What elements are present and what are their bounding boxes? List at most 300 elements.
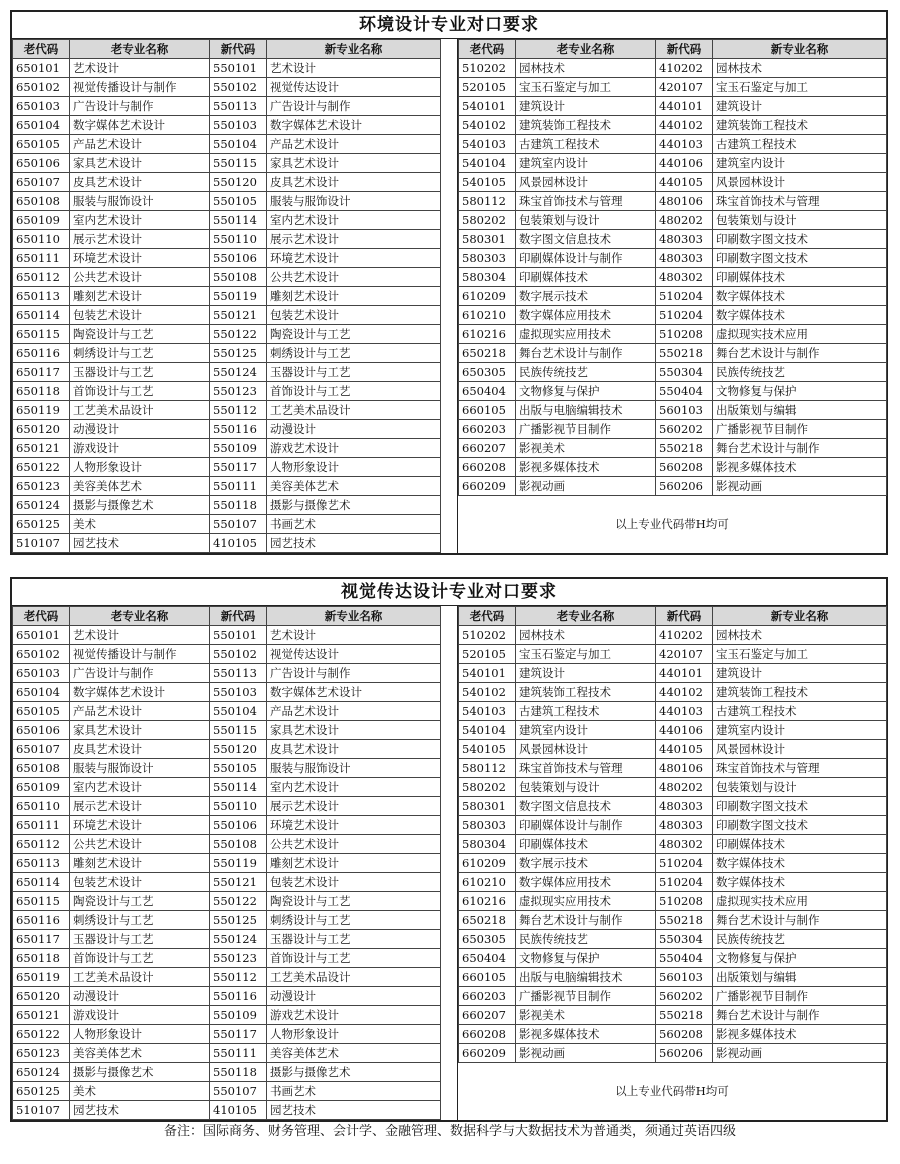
new-code-cell: 560206: [656, 1044, 713, 1063]
code-note: 以上专业代码带H均可: [615, 1084, 729, 1098]
new-name-cell: 游戏艺术设计: [267, 1006, 441, 1025]
new-code-cell: 550101: [210, 626, 267, 645]
old-code-cell: 650113: [13, 854, 70, 873]
old-name-cell: 雕刻艺术设计: [70, 854, 210, 873]
old-code-cell: 650125: [13, 1082, 70, 1101]
new-name-cell: 影视多媒体技术: [713, 458, 887, 477]
table-row: [13, 911, 441, 930]
old-code-cell: 650114: [13, 873, 70, 892]
new-name-cell: 古建筑工程技术: [713, 702, 887, 721]
new-name-cell: 艺术设计: [267, 626, 441, 645]
old-code-cell: 650101: [13, 626, 70, 645]
old-name-cell: 广告设计与制作: [70, 97, 210, 116]
new-code-cell: 550218: [656, 439, 713, 458]
new-code-cell: 510204: [656, 287, 713, 306]
old-name-cell: 产品艺术设计: [70, 702, 210, 721]
table-row: [459, 683, 887, 702]
old-name-cell: 珠宝首饰技术与管理: [516, 192, 656, 211]
old-name-cell: 建筑装饰工程技术: [516, 116, 656, 135]
column-divider: [440, 606, 458, 1120]
old-code-cell: 650122: [13, 458, 70, 477]
new-code-cell: 550112: [210, 968, 267, 987]
table-row: [459, 645, 887, 664]
old-code-cell: 650119: [13, 968, 70, 987]
new-name-cell: 影视多媒体技术: [713, 1025, 887, 1044]
new-name-cell: 展示艺术设计: [267, 230, 441, 249]
header-old-name: 老专业名称: [516, 607, 656, 626]
new-code-cell: 410105: [210, 534, 267, 553]
table-row: [13, 645, 441, 664]
old-name-cell: 视觉传播设计与制作: [70, 78, 210, 97]
new-name-cell: 摄影与摄像艺术: [267, 496, 441, 515]
table-row: [13, 797, 441, 816]
new-name-cell: 园林技术: [713, 59, 887, 78]
old-name-cell: 首饰设计与工艺: [70, 949, 210, 968]
table-row: [13, 702, 441, 721]
new-code-cell: 440106: [656, 154, 713, 173]
old-name-cell: 家具艺术设计: [70, 721, 210, 740]
old-name-cell: 游戏设计: [70, 1006, 210, 1025]
new-name-cell: 雕刻艺术设计: [267, 854, 441, 873]
old-name-cell: 美术: [70, 1082, 210, 1101]
table-row: [459, 306, 887, 325]
table-row: [459, 854, 887, 873]
new-name-cell: 虚拟现实技术应用: [713, 892, 887, 911]
old-code-cell: 610209: [459, 287, 516, 306]
header-old-code: 老代码: [459, 40, 516, 59]
table-row: [459, 59, 887, 78]
section-visual-design: [10, 577, 888, 1122]
new-name-cell: 产品艺术设计: [267, 135, 441, 154]
old-code-cell: 660203: [459, 987, 516, 1006]
old-code-cell: 520105: [459, 645, 516, 664]
old-code-cell: 650118: [13, 382, 70, 401]
header-old-code: 老代码: [13, 607, 70, 626]
old-name-cell: 印刷媒体设计与制作: [516, 249, 656, 268]
old-name-cell: 包装策划与设计: [516, 778, 656, 797]
table-row: [13, 192, 441, 211]
old-name-cell: 游戏设计: [70, 439, 210, 458]
old-name-cell: 园林技术: [516, 59, 656, 78]
old-code-cell: 650102: [13, 645, 70, 664]
old-name-cell: 文物修复与保护: [516, 382, 656, 401]
table-row: [13, 154, 441, 173]
old-name-cell: 数字图文信息技术: [516, 797, 656, 816]
table-row: [13, 477, 441, 496]
table-row: [459, 816, 887, 835]
new-code-cell: 550110: [210, 797, 267, 816]
new-name-cell: 印刷数字图文技术: [713, 249, 887, 268]
new-name-cell: 皮具艺术设计: [267, 173, 441, 192]
table-row: [459, 949, 887, 968]
table-row: [459, 325, 887, 344]
old-code-cell: 520105: [459, 78, 516, 97]
section-title: 视觉传达设计专业对口要求: [12, 579, 886, 606]
old-code-cell: 650115: [13, 325, 70, 344]
old-name-cell: 数字展示技术: [516, 287, 656, 306]
new-name-cell: 首饰设计与工艺: [267, 949, 441, 968]
new-code-cell: 480303: [656, 249, 713, 268]
footnote: 备注：国际商务、财务管理、会计学、金融管理、数据科学与大数据技术为普通类，须通过英语四级: [163, 1124, 736, 1139]
new-name-cell: 园艺技术: [267, 1101, 441, 1120]
table-row: [13, 664, 441, 683]
new-code-cell: 440105: [656, 173, 713, 192]
old-code-cell: 610210: [459, 306, 516, 325]
table-row: [459, 1006, 887, 1025]
new-code-cell: 550119: [210, 287, 267, 306]
table-row: [13, 740, 441, 759]
new-name-cell: 舞台艺术设计与制作: [713, 344, 887, 363]
new-code-cell: 550111: [210, 1044, 267, 1063]
old-code-cell: 510107: [13, 1101, 70, 1120]
new-code-cell: 550218: [656, 1006, 713, 1025]
old-name-cell: 首饰设计与工艺: [70, 382, 210, 401]
table-row: [459, 458, 887, 477]
new-name-cell: 宝玉石鉴定与加工: [713, 645, 887, 664]
new-name-cell: 文物修复与保护: [713, 949, 887, 968]
old-code-cell: 580112: [459, 759, 516, 778]
new-name-cell: 刺绣设计与工艺: [267, 344, 441, 363]
new-code-cell: 550105: [210, 759, 267, 778]
table-row: [459, 835, 887, 854]
table-row: [13, 135, 441, 154]
new-name-cell: 展示艺术设计: [267, 797, 441, 816]
old-name-cell: 园艺技术: [70, 1101, 210, 1120]
new-code-cell: 410105: [210, 1101, 267, 1120]
old-code-cell: 650111: [13, 816, 70, 835]
table-row: [459, 797, 887, 816]
new-name-cell: 风景园林设计: [713, 173, 887, 192]
new-code-cell: 440106: [656, 721, 713, 740]
old-name-cell: 影视多媒体技术: [516, 458, 656, 477]
header-new-name: 新专业名称: [267, 607, 441, 626]
right-table-container: [458, 606, 886, 1120]
new-code-cell: 510204: [656, 873, 713, 892]
major-table-left: [12, 606, 441, 1120]
new-name-cell: 艺术设计: [267, 59, 441, 78]
old-name-cell: 人物形象设计: [70, 458, 210, 477]
new-name-cell: 室内艺术设计: [267, 778, 441, 797]
new-code-cell: 480302: [656, 835, 713, 854]
new-code-cell: 550122: [210, 892, 267, 911]
old-code-cell: 660105: [459, 968, 516, 987]
new-code-cell: 440103: [656, 135, 713, 154]
header-new-name: 新专业名称: [713, 607, 887, 626]
old-code-cell: 650124: [13, 496, 70, 515]
old-name-cell: 包装艺术设计: [70, 306, 210, 325]
table-header-row: [13, 607, 441, 626]
old-code-cell: 650218: [459, 344, 516, 363]
new-name-cell: 陶瓷设计与工艺: [267, 892, 441, 911]
header-old-code: 老代码: [13, 40, 70, 59]
old-code-cell: 580112: [459, 192, 516, 211]
old-name-cell: 影视动画: [516, 1044, 656, 1063]
new-name-cell: 广告设计与制作: [267, 664, 441, 683]
old-code-cell: 650118: [13, 949, 70, 968]
major-table-left: [12, 39, 441, 553]
new-code-cell: 550120: [210, 173, 267, 192]
header-new-code: 新代码: [656, 607, 713, 626]
old-name-cell: 舞台艺术设计与制作: [516, 911, 656, 930]
old-name-cell: 刺绣设计与工艺: [70, 911, 210, 930]
new-name-cell: 服装与服饰设计: [267, 759, 441, 778]
old-name-cell: 舞台艺术设计与制作: [516, 344, 656, 363]
header-new-code: 新代码: [210, 40, 267, 59]
new-code-cell: 420107: [656, 78, 713, 97]
new-code-cell: 550119: [210, 854, 267, 873]
table-row: [459, 626, 887, 645]
new-code-cell: 550103: [210, 683, 267, 702]
new-code-cell: 560208: [656, 1025, 713, 1044]
new-code-cell: 410202: [656, 626, 713, 645]
table-row: [13, 78, 441, 97]
old-name-cell: 室内艺术设计: [70, 778, 210, 797]
new-code-cell: 560206: [656, 477, 713, 496]
new-code-cell: 480303: [656, 797, 713, 816]
old-code-cell: 650108: [13, 192, 70, 211]
old-code-cell: 610210: [459, 873, 516, 892]
old-code-cell: 650109: [13, 778, 70, 797]
old-name-cell: 印刷媒体技术: [516, 835, 656, 854]
new-code-cell: 560208: [656, 458, 713, 477]
old-code-cell: 540104: [459, 154, 516, 173]
old-code-cell: 540105: [459, 740, 516, 759]
new-code-cell: 550101: [210, 59, 267, 78]
table-row: [13, 1025, 441, 1044]
table-row: [459, 268, 887, 287]
new-code-cell: 480106: [656, 192, 713, 211]
table-row: [459, 759, 887, 778]
old-code-cell: 580303: [459, 816, 516, 835]
new-code-cell: 510204: [656, 854, 713, 873]
table-row: [459, 892, 887, 911]
section-environment-design: [10, 10, 888, 555]
old-code-cell: 650106: [13, 154, 70, 173]
old-code-cell: 650119: [13, 401, 70, 420]
table-row: [13, 854, 441, 873]
old-name-cell: 建筑设计: [516, 97, 656, 116]
new-code-cell: 510208: [656, 325, 713, 344]
table-row: [13, 230, 441, 249]
new-name-cell: 人物形象设计: [267, 458, 441, 477]
table-row: [13, 892, 441, 911]
old-name-cell: 虚拟现实应用技术: [516, 892, 656, 911]
table-row: [459, 911, 887, 930]
old-name-cell: 美容美体艺术: [70, 477, 210, 496]
table-row: [13, 1101, 441, 1120]
new-name-cell: 产品艺术设计: [267, 702, 441, 721]
old-name-cell: 宝玉石鉴定与加工: [516, 645, 656, 664]
table-row: [459, 78, 887, 97]
old-name-cell: 环境艺术设计: [70, 816, 210, 835]
table-row: [13, 363, 441, 382]
new-code-cell: 550404: [656, 949, 713, 968]
old-name-cell: 园林技术: [516, 626, 656, 645]
new-code-cell: 480106: [656, 759, 713, 778]
old-name-cell: 古建筑工程技术: [516, 702, 656, 721]
old-code-cell: 650111: [13, 249, 70, 268]
old-code-cell: 580304: [459, 835, 516, 854]
old-name-cell: 风景园林设计: [516, 173, 656, 192]
table-row: [459, 930, 887, 949]
new-name-cell: 印刷媒体技术: [713, 835, 887, 854]
new-code-cell: 440102: [656, 116, 713, 135]
old-name-cell: 数字媒体应用技术: [516, 306, 656, 325]
old-name-cell: 出版与电脑编辑技术: [516, 968, 656, 987]
new-name-cell: 民族传统技艺: [713, 930, 887, 949]
new-name-cell: 广告设计与制作: [267, 97, 441, 116]
major-table-right: [458, 606, 887, 1063]
table-row: [459, 987, 887, 1006]
old-name-cell: 影视美术: [516, 439, 656, 458]
old-code-cell: 650117: [13, 363, 70, 382]
new-name-cell: 数字媒体艺术设计: [267, 116, 441, 135]
new-code-cell: 480202: [656, 211, 713, 230]
new-code-cell: 550103: [210, 116, 267, 135]
new-code-cell: 480303: [656, 230, 713, 249]
new-code-cell: 440102: [656, 683, 713, 702]
new-name-cell: 数字媒体技术: [713, 287, 887, 306]
old-name-cell: 视觉传播设计与制作: [70, 645, 210, 664]
new-name-cell: 宝玉石鉴定与加工: [713, 78, 887, 97]
old-code-cell: 650112: [13, 835, 70, 854]
old-code-cell: 650107: [13, 173, 70, 192]
new-name-cell: 广播影视节目制作: [713, 987, 887, 1006]
new-name-cell: 建筑设计: [713, 664, 887, 683]
old-code-cell: 650116: [13, 911, 70, 930]
table-row: [13, 287, 441, 306]
table-row: [13, 420, 441, 439]
old-name-cell: 广告设计与制作: [70, 664, 210, 683]
table-row: [13, 1044, 441, 1063]
old-name-cell: 民族传统技艺: [516, 363, 656, 382]
old-code-cell: 650113: [13, 287, 70, 306]
old-name-cell: 公共艺术设计: [70, 268, 210, 287]
header-old-name: 老专业名称: [516, 40, 656, 59]
old-code-cell: 580304: [459, 268, 516, 287]
old-code-cell: 580202: [459, 778, 516, 797]
new-code-cell: 550109: [210, 439, 267, 458]
table-row: [459, 211, 887, 230]
old-code-cell: 660207: [459, 439, 516, 458]
old-code-cell: 540101: [459, 664, 516, 683]
table-row: [13, 439, 441, 458]
table-row: [459, 249, 887, 268]
old-name-cell: 影视动画: [516, 477, 656, 496]
new-name-cell: 舞台艺术设计与制作: [713, 439, 887, 458]
table-row: [459, 1044, 887, 1063]
table-row: [459, 873, 887, 892]
new-name-cell: 影视动画: [713, 1044, 887, 1063]
new-code-cell: 510204: [656, 306, 713, 325]
old-code-cell: 650218: [459, 911, 516, 930]
new-code-cell: 550108: [210, 835, 267, 854]
new-code-cell: 550102: [210, 78, 267, 97]
old-code-cell: 650109: [13, 211, 70, 230]
new-name-cell: 数字媒体技术: [713, 854, 887, 873]
old-name-cell: 美容美体艺术: [70, 1044, 210, 1063]
old-code-cell: 650102: [13, 78, 70, 97]
old-name-cell: 皮具艺术设计: [70, 173, 210, 192]
new-name-cell: 书画艺术: [267, 1082, 441, 1101]
section-title: 环境设计专业对口要求: [12, 12, 886, 39]
old-code-cell: 650103: [13, 664, 70, 683]
old-code-cell: 650305: [459, 363, 516, 382]
old-name-cell: 影视美术: [516, 1006, 656, 1025]
old-name-cell: 摄影与摄像艺术: [70, 1063, 210, 1082]
old-code-cell: 660105: [459, 401, 516, 420]
old-code-cell: 650107: [13, 740, 70, 759]
table-row: [459, 439, 887, 458]
new-name-cell: 刺绣设计与工艺: [267, 911, 441, 930]
table-row: [459, 702, 887, 721]
old-code-cell: 650123: [13, 1044, 70, 1063]
table-row: [13, 325, 441, 344]
new-code-cell: 550114: [210, 778, 267, 797]
old-code-cell: 650105: [13, 702, 70, 721]
new-name-cell: 数字媒体艺术设计: [267, 683, 441, 702]
old-name-cell: 人物形象设计: [70, 1025, 210, 1044]
old-name-cell: 风景园林设计: [516, 740, 656, 759]
new-name-cell: 动漫设计: [267, 420, 441, 439]
old-name-cell: 陶瓷设计与工艺: [70, 892, 210, 911]
old-name-cell: 建筑室内设计: [516, 154, 656, 173]
new-name-cell: 舞台艺术设计与制作: [713, 1006, 887, 1025]
old-name-cell: 数字展示技术: [516, 854, 656, 873]
new-name-cell: 包装艺术设计: [267, 873, 441, 892]
old-name-cell: 广播影视节目制作: [516, 420, 656, 439]
new-name-cell: 美容美体艺术: [267, 1044, 441, 1063]
old-code-cell: 650120: [13, 420, 70, 439]
old-name-cell: 艺术设计: [70, 626, 210, 645]
table-row: [13, 835, 441, 854]
new-name-cell: 影视动画: [713, 477, 887, 496]
table-row: [459, 363, 887, 382]
table-row: [13, 249, 441, 268]
table-header-row: [459, 607, 887, 626]
table-row: [459, 420, 887, 439]
new-code-cell: 550122: [210, 325, 267, 344]
table-row: [13, 401, 441, 420]
table-row: [459, 401, 887, 420]
new-code-cell: 550114: [210, 211, 267, 230]
code-note: 以上专业代码带H均可: [615, 517, 729, 531]
old-code-cell: 650115: [13, 892, 70, 911]
table-row: [13, 1063, 441, 1082]
old-code-cell: 650121: [13, 1006, 70, 1025]
old-name-cell: 印刷媒体设计与制作: [516, 816, 656, 835]
new-code-cell: 550115: [210, 154, 267, 173]
old-name-cell: 室内艺术设计: [70, 211, 210, 230]
old-code-cell: 650104: [13, 683, 70, 702]
new-code-cell: 550108: [210, 268, 267, 287]
table-row: [459, 721, 887, 740]
new-name-cell: 建筑室内设计: [713, 721, 887, 740]
table-row: [13, 816, 441, 835]
table-header-row: [13, 40, 441, 59]
new-code-cell: 480202: [656, 778, 713, 797]
old-name-cell: 美术: [70, 515, 210, 534]
old-name-cell: 环境艺术设计: [70, 249, 210, 268]
old-name-cell: 雕刻艺术设计: [70, 287, 210, 306]
new-code-cell: 550123: [210, 382, 267, 401]
new-code-cell: 560202: [656, 987, 713, 1006]
header-new-code: 新代码: [656, 40, 713, 59]
header-old-code: 老代码: [459, 607, 516, 626]
new-name-cell: 公共艺术设计: [267, 268, 441, 287]
header-old-name: 老专业名称: [70, 40, 210, 59]
new-code-cell: 550109: [210, 1006, 267, 1025]
